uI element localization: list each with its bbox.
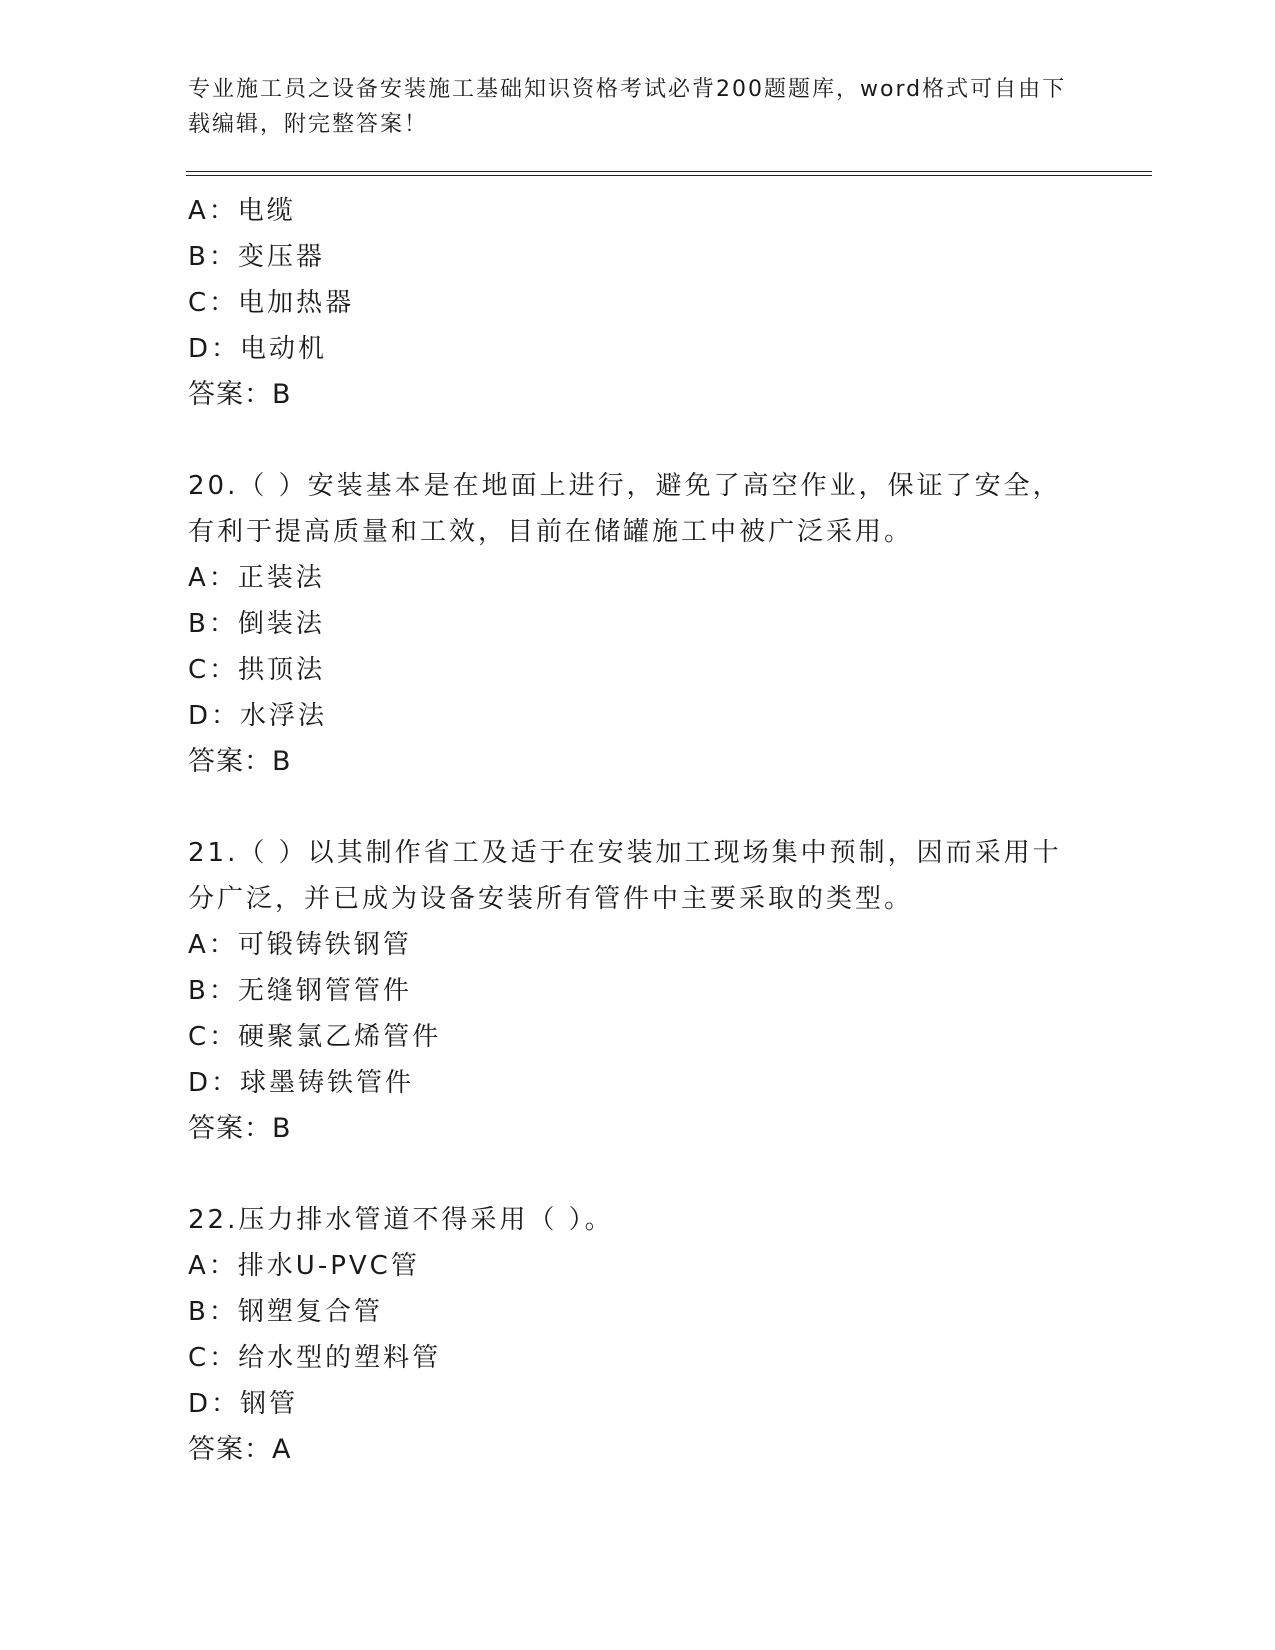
option-b: B：变压器 — [188, 242, 325, 272]
option-a: A：排水U-PVC管 — [188, 1251, 420, 1281]
answer-line: 答案：A — [188, 1434, 292, 1465]
option-d: D：钢管 — [188, 1389, 299, 1419]
question-block-21 — [188, 830, 1088, 1152]
option-a: A：正装法 — [188, 563, 325, 593]
option-d: D：水浮法 — [188, 701, 328, 731]
question-text: 20.（ ）安装基本是在地面上进行，避免了高空作业，保证了安全，有利于提高质量和工效，目前在储罐施工中被广泛采用。 — [188, 471, 1062, 547]
option-d: D：球墨铸铁管件 — [188, 1068, 415, 1098]
question-list — [188, 188, 1088, 1473]
answer-line: 答案：B — [188, 746, 292, 777]
option-c: C：硬聚氯乙烯管件 — [188, 1022, 442, 1052]
question-block-19 — [188, 188, 1088, 418]
question-block-22 — [188, 1197, 1088, 1473]
header-rule-top — [186, 171, 1152, 172]
document-header: 专业施工员之设备安装施工基础知识资格考试必背200题题库，word格式可自由下载编辑，附完整答案！ — [188, 77, 1067, 137]
option-c: C：电加热器 — [188, 288, 355, 318]
question-text: 22.压力排水管道不得采用（ ）。 — [188, 1205, 614, 1235]
option-a: A：可锻铸铁钢管 — [188, 930, 412, 960]
answer-line: 答案：B — [188, 379, 292, 410]
option-a: A：电缆 — [188, 196, 296, 226]
option-b: B：倒装法 — [188, 609, 325, 639]
answer-line: 答案：B — [188, 1113, 292, 1144]
option-d: D：电动机 — [188, 334, 328, 364]
header-rule-bottom — [186, 175, 1152, 176]
option-b: B：钢塑复合管 — [188, 1297, 383, 1327]
option-c: C：给水型的塑料管 — [188, 1343, 442, 1373]
question-block-20 — [188, 463, 1088, 785]
question-text: 21.（ ）以其制作省工及适于在安装加工现场集中预制，因而采用十分广泛，并已成为设备安装所有管件中主要采取的类型。 — [188, 838, 1062, 914]
option-b: B：无缝钢管管件 — [188, 976, 412, 1006]
option-c: C：拱顶法 — [188, 655, 326, 685]
